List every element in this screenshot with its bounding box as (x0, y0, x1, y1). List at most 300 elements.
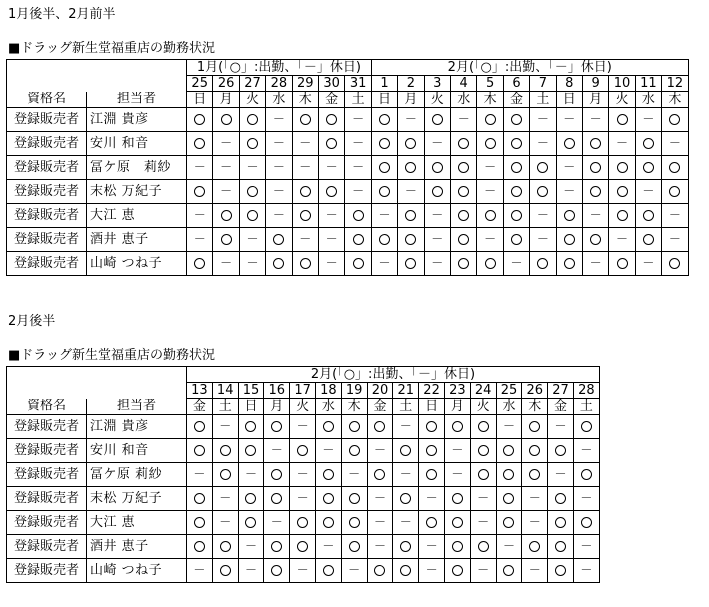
circle-icon (503, 565, 514, 576)
staff-name: 酒井 恵子 (87, 228, 187, 252)
weekday: 月 (444, 399, 470, 415)
work-mark (318, 180, 344, 204)
day-number: 22 (419, 383, 445, 399)
dash-icon: － (296, 467, 309, 481)
weekday: 日 (556, 92, 582, 108)
circle-icon (221, 210, 232, 221)
work-mark (556, 252, 582, 276)
weekday: 水 (635, 92, 661, 108)
circle-icon (485, 210, 496, 221)
off-mark (419, 535, 445, 559)
staff-row (7, 108, 689, 132)
staff-row (7, 415, 600, 439)
work-mark (239, 180, 265, 204)
circle-icon (405, 138, 416, 149)
dash-icon: － (642, 184, 655, 198)
day-number: 3 (424, 76, 450, 92)
circle-icon (426, 445, 437, 456)
off-mark (522, 511, 548, 535)
work-mark (451, 252, 477, 276)
circle-icon (529, 469, 540, 480)
off-mark (470, 559, 496, 583)
off-mark (477, 156, 503, 180)
staff-row (7, 252, 689, 276)
off-mark (496, 535, 522, 559)
staff-row (7, 132, 689, 156)
circle-icon (400, 493, 411, 504)
circle-icon (426, 517, 437, 528)
work-mark (187, 180, 213, 204)
off-mark (424, 228, 450, 252)
work-mark (371, 180, 397, 204)
corner-blank (7, 60, 187, 92)
off-mark (266, 204, 292, 228)
circle-icon (458, 162, 469, 173)
circle-icon (617, 186, 628, 197)
dash-icon: － (431, 208, 444, 222)
off-mark (609, 228, 635, 252)
work-mark (444, 535, 470, 559)
circle-icon (194, 421, 205, 432)
off-mark (318, 228, 344, 252)
off-mark (371, 204, 397, 228)
work-mark (398, 252, 424, 276)
dash-icon: － (299, 232, 312, 246)
work-mark (662, 156, 689, 180)
circle-icon (300, 186, 311, 197)
off-mark (573, 559, 599, 583)
work-mark (556, 228, 582, 252)
work-mark (522, 535, 548, 559)
work-mark (213, 108, 239, 132)
staff-row (7, 228, 689, 252)
off-mark (444, 439, 470, 463)
day-number: 23 (444, 383, 470, 399)
dash-icon: － (668, 136, 681, 150)
off-mark (548, 415, 574, 439)
circle-icon (220, 445, 231, 456)
dash-icon: － (193, 160, 206, 174)
staff-name: 大江 恵 (87, 511, 187, 535)
circle-icon (503, 469, 514, 480)
circle-icon (379, 114, 390, 125)
weekday: 火 (470, 399, 496, 415)
off-mark (264, 511, 290, 535)
off-mark (470, 487, 496, 511)
work-mark (496, 511, 522, 535)
day-number: 30 (318, 76, 344, 92)
circle-icon (349, 517, 360, 528)
circle-icon (300, 114, 311, 125)
off-mark (393, 415, 419, 439)
circle-icon (271, 541, 282, 552)
weekday: 火 (609, 92, 635, 108)
qualification: 登録販売者 (7, 511, 87, 535)
work-mark (635, 156, 661, 180)
circle-icon (405, 258, 416, 269)
staff-name: 江淵 貴彦 (87, 415, 187, 439)
section1-store-title: ■ドラッグ新生堂福重店の勤務状況 (8, 41, 216, 56)
off-mark (238, 463, 264, 487)
dash-icon: － (219, 419, 232, 433)
circle-icon (485, 258, 496, 269)
off-mark (530, 228, 556, 252)
off-mark (477, 180, 503, 204)
dash-icon: － (484, 184, 497, 198)
work-mark (292, 180, 318, 204)
circle-icon (537, 162, 548, 173)
circle-icon (564, 210, 575, 221)
dash-icon: － (477, 515, 490, 529)
circle-icon (271, 493, 282, 504)
qualification: 登録販売者 (7, 156, 87, 180)
weekday: 日 (371, 92, 397, 108)
work-mark (367, 415, 393, 439)
work-mark (582, 180, 608, 204)
dash-icon: － (244, 563, 257, 577)
circle-icon (400, 445, 411, 456)
qualification: 登録販売者 (7, 487, 87, 511)
work-mark (530, 180, 556, 204)
off-mark (556, 108, 582, 132)
section1-period-title: 1月後半、2月前半 (8, 7, 116, 22)
off-mark (345, 132, 371, 156)
circle-icon (503, 517, 514, 528)
circle-icon (194, 114, 205, 125)
dash-icon: － (399, 419, 412, 433)
dash-icon: － (220, 136, 233, 150)
weekday: 火 (424, 92, 450, 108)
dash-icon: － (325, 208, 338, 222)
circle-icon (537, 258, 548, 269)
work-mark (419, 511, 445, 535)
circle-icon (617, 114, 628, 125)
work-mark (341, 535, 367, 559)
off-mark (419, 487, 445, 511)
work-mark (238, 415, 264, 439)
off-mark (345, 180, 371, 204)
staff-name: 安川 和音 (87, 132, 187, 156)
circle-icon (669, 162, 680, 173)
off-mark (238, 535, 264, 559)
work-mark (315, 463, 341, 487)
work-mark (496, 439, 522, 463)
circle-icon (432, 162, 443, 173)
work-mark (556, 204, 582, 228)
off-mark (496, 415, 522, 439)
work-mark (212, 463, 238, 487)
off-mark (213, 156, 239, 180)
weekday: 金 (318, 92, 344, 108)
dash-icon: － (296, 419, 309, 433)
circle-icon (529, 445, 540, 456)
dash-icon: － (325, 160, 338, 174)
dash-icon: － (244, 467, 257, 481)
dash-icon: － (477, 491, 490, 505)
circle-icon (478, 469, 489, 480)
work-mark (187, 439, 213, 463)
month-header: 2月(「○」:出勤、「－」休日) (187, 367, 600, 383)
weekday: 木 (477, 92, 503, 108)
circle-icon (297, 517, 308, 528)
dash-icon: － (193, 563, 206, 577)
off-mark (292, 132, 318, 156)
circle-icon (323, 421, 334, 432)
work-mark (548, 511, 574, 535)
weekday: 月 (264, 399, 290, 415)
work-mark (573, 415, 599, 439)
staff-row (7, 511, 600, 535)
circle-icon (379, 138, 390, 149)
circle-icon (452, 421, 463, 432)
work-mark (635, 132, 661, 156)
circle-icon (245, 445, 256, 456)
staff-name: 山崎 つね子 (87, 252, 187, 276)
qualification: 登録販売者 (7, 252, 87, 276)
staff-row (7, 439, 600, 463)
off-mark (548, 463, 574, 487)
off-mark (212, 415, 238, 439)
dash-icon: － (616, 232, 629, 246)
day-number: 20 (367, 383, 393, 399)
qualification: 登録販売者 (7, 108, 87, 132)
qualification: 登録販売者 (7, 132, 87, 156)
work-mark (548, 559, 574, 583)
work-mark (367, 463, 393, 487)
circle-icon (555, 541, 566, 552)
circle-icon (511, 186, 522, 197)
staff-row (7, 180, 689, 204)
circle-icon (271, 469, 282, 480)
month-header-row (7, 60, 689, 76)
off-mark (635, 180, 661, 204)
work-mark (496, 559, 522, 583)
work-mark (522, 439, 548, 463)
work-mark (393, 487, 419, 511)
circle-icon (326, 114, 337, 125)
day-number: 26 (213, 76, 239, 92)
circle-icon (503, 493, 514, 504)
work-mark (609, 204, 635, 228)
weekday: 金 (503, 92, 529, 108)
off-mark (187, 559, 213, 583)
weekday: 金 (367, 399, 393, 415)
dash-icon: － (193, 232, 206, 246)
work-mark (292, 108, 318, 132)
circle-icon (300, 258, 311, 269)
day-number: 6 (503, 76, 529, 92)
off-mark (315, 535, 341, 559)
day-number: 12 (662, 76, 689, 92)
dash-icon: － (373, 491, 386, 505)
work-mark (371, 132, 397, 156)
dash-icon: － (668, 232, 681, 246)
off-mark (398, 108, 424, 132)
circle-icon (511, 138, 522, 149)
dash-icon: － (616, 136, 629, 150)
off-mark (266, 108, 292, 132)
weekday: 月 (582, 92, 608, 108)
off-mark (393, 511, 419, 535)
work-mark (266, 228, 292, 252)
staff-row (7, 487, 600, 511)
staff-name: 冨ケ原 莉紗 (87, 156, 187, 180)
weekday: 日 (419, 399, 445, 415)
weekday: 木 (341, 399, 367, 415)
circle-icon (590, 162, 601, 173)
dash-icon: － (554, 467, 567, 481)
dash-icon: － (352, 136, 365, 150)
staff-row (7, 204, 689, 228)
work-mark (573, 463, 599, 487)
staff-row (7, 156, 689, 180)
staff-name: 冨ケ原 莉紗 (87, 463, 187, 487)
weekday: 月 (213, 92, 239, 108)
weekday: 木 (662, 92, 689, 108)
circle-icon (432, 114, 443, 125)
circle-icon (485, 114, 496, 125)
work-mark (424, 156, 450, 180)
off-mark (292, 156, 318, 180)
work-mark (662, 252, 689, 276)
work-mark (530, 156, 556, 180)
off-mark (264, 439, 290, 463)
circle-icon (511, 162, 522, 173)
day-number: 28 (266, 76, 292, 92)
off-mark (345, 156, 371, 180)
off-mark (318, 156, 344, 180)
dash-icon: － (457, 112, 470, 126)
section2-period-title: 2月後半 (8, 314, 56, 329)
dash-icon: － (642, 256, 655, 270)
circle-icon (247, 186, 258, 197)
off-mark (212, 511, 238, 535)
qualification: 登録販売者 (7, 180, 87, 204)
work-mark (393, 439, 419, 463)
work-mark (266, 252, 292, 276)
work-mark (393, 535, 419, 559)
dash-icon: － (272, 112, 285, 126)
work-mark (239, 204, 265, 228)
off-mark (290, 487, 316, 511)
work-mark (315, 559, 341, 583)
dash-icon: － (272, 160, 285, 174)
month-header-row (7, 367, 600, 383)
work-mark (470, 535, 496, 559)
dash-icon: － (272, 208, 285, 222)
qualification: 登録販売者 (7, 439, 87, 463)
work-mark (548, 487, 574, 511)
work-mark (212, 439, 238, 463)
dash-icon: － (348, 467, 361, 481)
circle-icon (194, 258, 205, 269)
staff-row (7, 559, 600, 583)
work-mark (264, 463, 290, 487)
dash-icon: － (536, 232, 549, 246)
work-mark (212, 559, 238, 583)
work-mark (290, 535, 316, 559)
day-number: 26 (522, 383, 548, 399)
off-mark (367, 487, 393, 511)
off-mark (341, 463, 367, 487)
circle-icon (643, 234, 654, 245)
work-mark (238, 487, 264, 511)
off-mark (315, 439, 341, 463)
off-mark (212, 487, 238, 511)
work-mark (239, 132, 265, 156)
dash-icon: － (325, 256, 338, 270)
weekday: 水 (266, 92, 292, 108)
off-mark (477, 228, 503, 252)
circle-icon (511, 114, 522, 125)
section2-store-title: ■ドラッグ新生堂福重店の勤務状況 (8, 348, 216, 363)
circle-icon (458, 258, 469, 269)
circle-icon (432, 186, 443, 197)
work-mark (503, 228, 529, 252)
work-mark (548, 535, 574, 559)
off-mark (573, 487, 599, 511)
circle-icon (349, 445, 360, 456)
circle-icon (245, 493, 256, 504)
circle-icon (405, 162, 416, 173)
dash-icon: － (563, 160, 576, 174)
dash-icon: － (431, 256, 444, 270)
dash-icon: － (270, 515, 283, 529)
day-number: 31 (345, 76, 371, 92)
off-mark (609, 132, 635, 156)
dash-icon: － (246, 232, 259, 246)
circle-icon (590, 234, 601, 245)
work-mark (419, 439, 445, 463)
work-mark (470, 415, 496, 439)
day-number: 24 (470, 383, 496, 399)
dash-icon: － (528, 563, 541, 577)
circle-icon (643, 162, 654, 173)
work-mark (503, 132, 529, 156)
off-mark (424, 252, 450, 276)
off-mark (371, 252, 397, 276)
off-mark (444, 463, 470, 487)
work-mark (419, 463, 445, 487)
off-mark (398, 180, 424, 204)
dash-icon: － (220, 256, 233, 270)
circle-icon (590, 186, 601, 197)
dash-icon: － (193, 467, 206, 481)
circle-icon (452, 565, 463, 576)
work-mark (290, 511, 316, 535)
dash-icon: － (220, 184, 233, 198)
work-mark (371, 156, 397, 180)
day-number: 8 (556, 76, 582, 92)
dash-icon: － (352, 184, 365, 198)
circle-icon (529, 421, 540, 432)
circle-icon (458, 138, 469, 149)
dash-icon: － (580, 491, 593, 505)
dash-icon: － (299, 136, 312, 150)
circle-icon (400, 565, 411, 576)
staff-name: 山崎 つね子 (87, 559, 187, 583)
work-mark (345, 204, 371, 228)
qualification: 登録販売者 (7, 559, 87, 583)
dash-icon: － (563, 184, 576, 198)
circle-icon (323, 517, 334, 528)
circle-icon (564, 258, 575, 269)
dash-icon: － (378, 208, 391, 222)
circle-icon (458, 186, 469, 197)
qualification: 登録販売者 (7, 535, 87, 559)
dash-icon: － (322, 539, 335, 553)
weekday: 火 (290, 399, 316, 415)
